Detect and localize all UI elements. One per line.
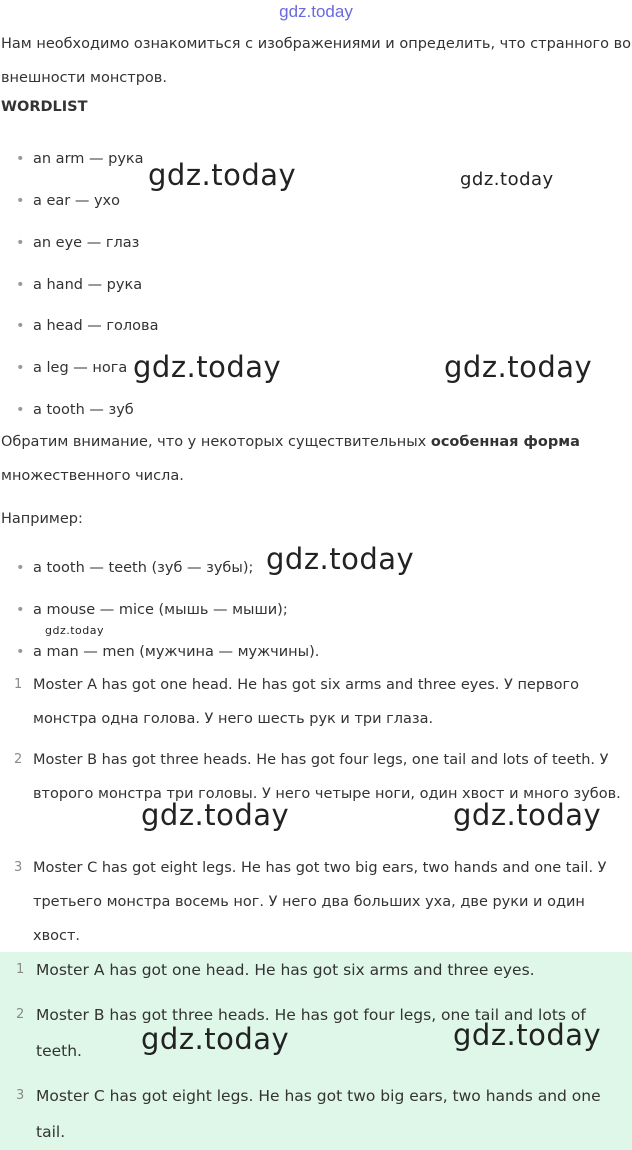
watermark: gdz.today [266, 542, 415, 576]
plural-note: Обратим внимание, что у некоторых существительных особенная форма множественного числа. [1, 434, 580, 484]
watermark: gdz.today [453, 798, 602, 832]
bullet-icon: • [16, 318, 25, 334]
item-text: Moster A has got one head. He has got six arms and three eyes. [36, 961, 535, 979]
example-item: • a mouse — mice (мышь — мыши); [16, 602, 288, 618]
item-number: 1 [16, 962, 25, 977]
wordlist-item: • an arm — рука [16, 151, 144, 167]
bullet-icon: • [16, 360, 25, 376]
intro-paragraph: Нам необходимо ознакомиться с изображениями и определить, что странного во внешности монстров. [1, 36, 632, 86]
item-text: Moster B has got three heads. He has got four legs, one tail and lots of teeth. [36, 1006, 586, 1060]
bullet-icon: • [16, 151, 25, 167]
watermark: gdz.today [141, 1022, 290, 1056]
example-item: • a man — men (мужчина — мужчины). [16, 644, 320, 660]
item-number: 3 [16, 1088, 25, 1103]
watermark: gdz.today [45, 624, 105, 637]
item-text: Moster A has got one head. He has got six arms and three eyes. У первого монстра одна голова. У него шесть рук и три глаза. [33, 677, 579, 727]
item-text: Moster C has got eight legs. He has got two big ears, two hands and one tail. У третьего монстра восемь ног. У него два больших уха, две руки и один хвост. [33, 860, 607, 944]
item-number: 2 [14, 752, 23, 767]
wordlist-item: • a ear — ухо [16, 193, 121, 209]
wordlist-item: • a leg — нога [16, 360, 128, 376]
bullet-icon: • [16, 277, 25, 293]
watermark: gdz.today [444, 350, 593, 384]
watermark: gdz.today [460, 169, 554, 190]
wordlist-heading: WORDLIST [1, 99, 88, 115]
bullet-icon: • [16, 402, 25, 418]
item-number: 2 [16, 1007, 25, 1022]
item-text: Moster B has got three heads. He has got four legs, one tail and lots of teeth. У второго монстра три головы. У него четыре ноги, один хвост и много зубов. [33, 752, 621, 802]
example-item: • a tooth — teeth (зуб — зубы); [16, 560, 254, 576]
wordlist-item: • a tooth — зуб [16, 402, 134, 418]
bullet-icon: • [16, 560, 25, 576]
watermark: gdz.today [133, 350, 282, 384]
plural-note-bold: особенная форма [430, 434, 580, 450]
wordlist-item: • a head — голова [16, 318, 159, 334]
bullet-icon: • [16, 235, 25, 251]
top-watermark: gdz.today [279, 2, 353, 21]
watermark: gdz.today [453, 1018, 602, 1052]
item-number: 1 [14, 677, 23, 692]
bullet-icon: • [16, 644, 25, 660]
example-heading: Например: [1, 511, 83, 527]
watermark: gdz.today [141, 798, 290, 832]
item-text: Moster C has got eight legs. He has got two big ears, two hands and one tail. [36, 1087, 601, 1141]
watermark: gdz.today [148, 158, 297, 192]
wordlist-item: • an eye — глаз [16, 235, 140, 251]
item-number: 3 [14, 860, 23, 875]
wordlist-item: • a hand — рука [16, 277, 143, 293]
bullet-icon: • [16, 602, 25, 618]
bullet-icon: • [16, 193, 25, 209]
